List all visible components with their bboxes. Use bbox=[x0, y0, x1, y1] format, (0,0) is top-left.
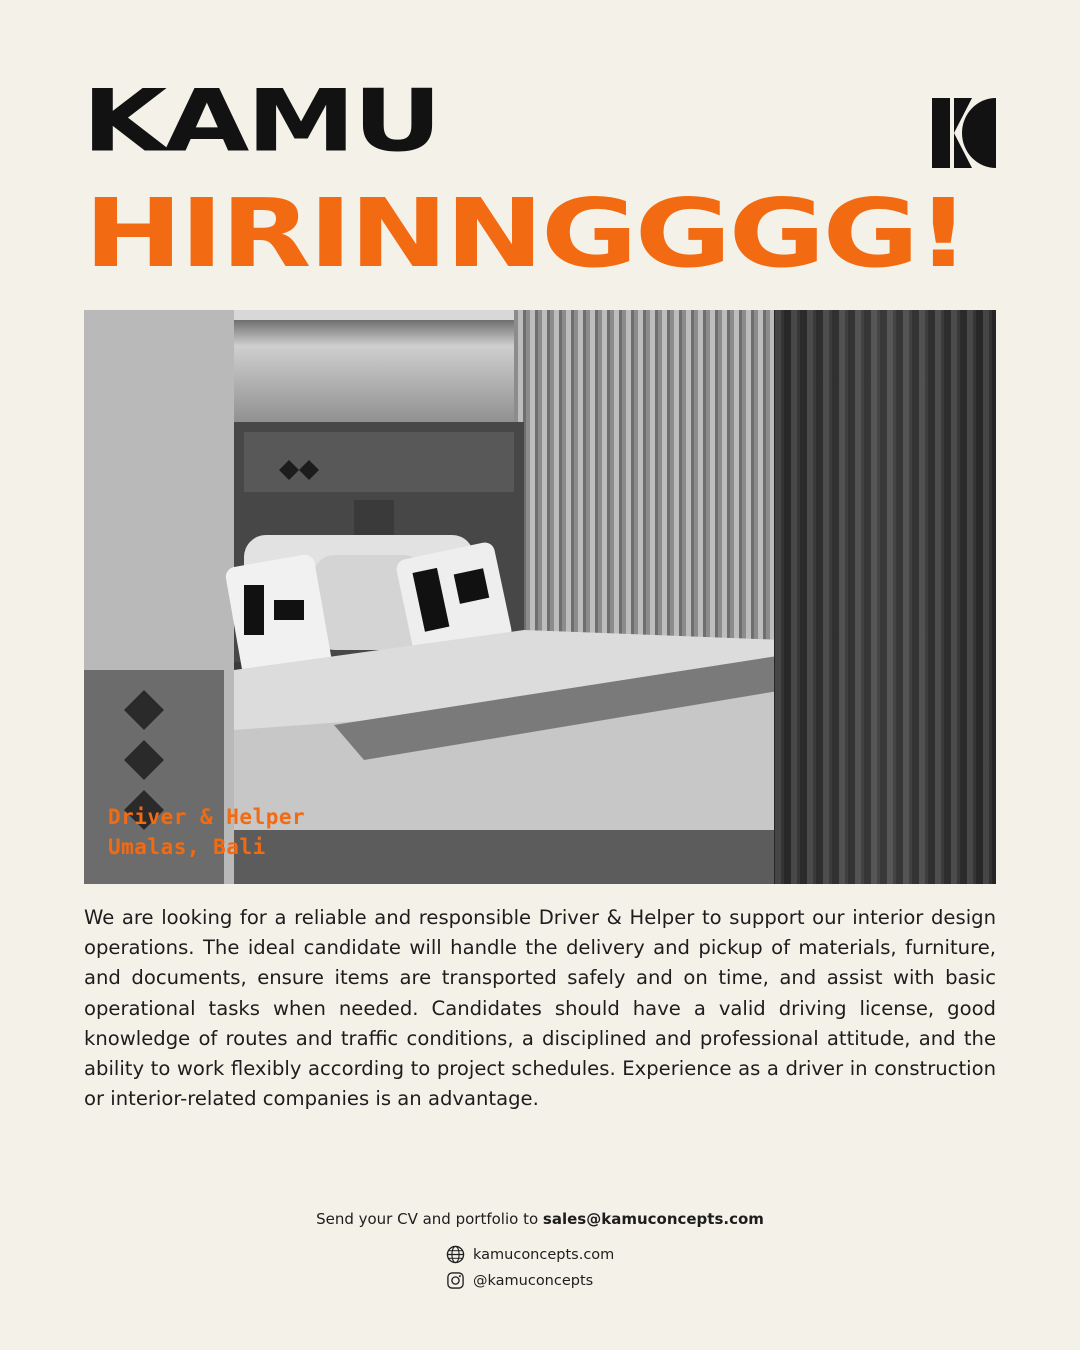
website-link[interactable]: kamuconcepts.com bbox=[473, 1246, 615, 1263]
website-contact[interactable] bbox=[446, 1245, 614, 1264]
job-description: We are looking for a reliable and responsible Driver & Helper to support our interior design operations. The ideal candidate will handle the delivery and pickup of materials, furniture, and documents, ensure items are transported safely and on time, and assist with basic operational tasks when needed. Candidates should have a valid driving license, good knowledge of routes and traffic conditions, a disciplined and professional attitude, and the ability to work flexibly according to project schedules. Experience as a driver in construction or interior-related companies is an advantage. bbox=[84, 906, 996, 1111]
application-cta bbox=[0, 1210, 1080, 1228]
brand-title: KAMU bbox=[82, 70, 440, 171]
hiring-headline: HIRINNGGGG! bbox=[84, 178, 968, 289]
instagram-handle[interactable]: @kamuconcepts bbox=[473, 1272, 594, 1289]
kamu-k-logo-icon bbox=[932, 98, 996, 168]
bedroom-photo bbox=[84, 310, 996, 884]
instagram-contact[interactable] bbox=[446, 1271, 593, 1290]
role-caption bbox=[108, 802, 305, 862]
role-location: Umalas, Bali bbox=[108, 835, 266, 859]
cta-email-link[interactable]: sales@kamuconcepts.com bbox=[542, 1210, 764, 1228]
globe-icon bbox=[446, 1245, 465, 1264]
instagram-icon bbox=[446, 1271, 465, 1290]
role-title: Driver & Helper bbox=[108, 805, 306, 829]
cta-prefix: Send your CV and portfolio to bbox=[316, 1210, 543, 1228]
